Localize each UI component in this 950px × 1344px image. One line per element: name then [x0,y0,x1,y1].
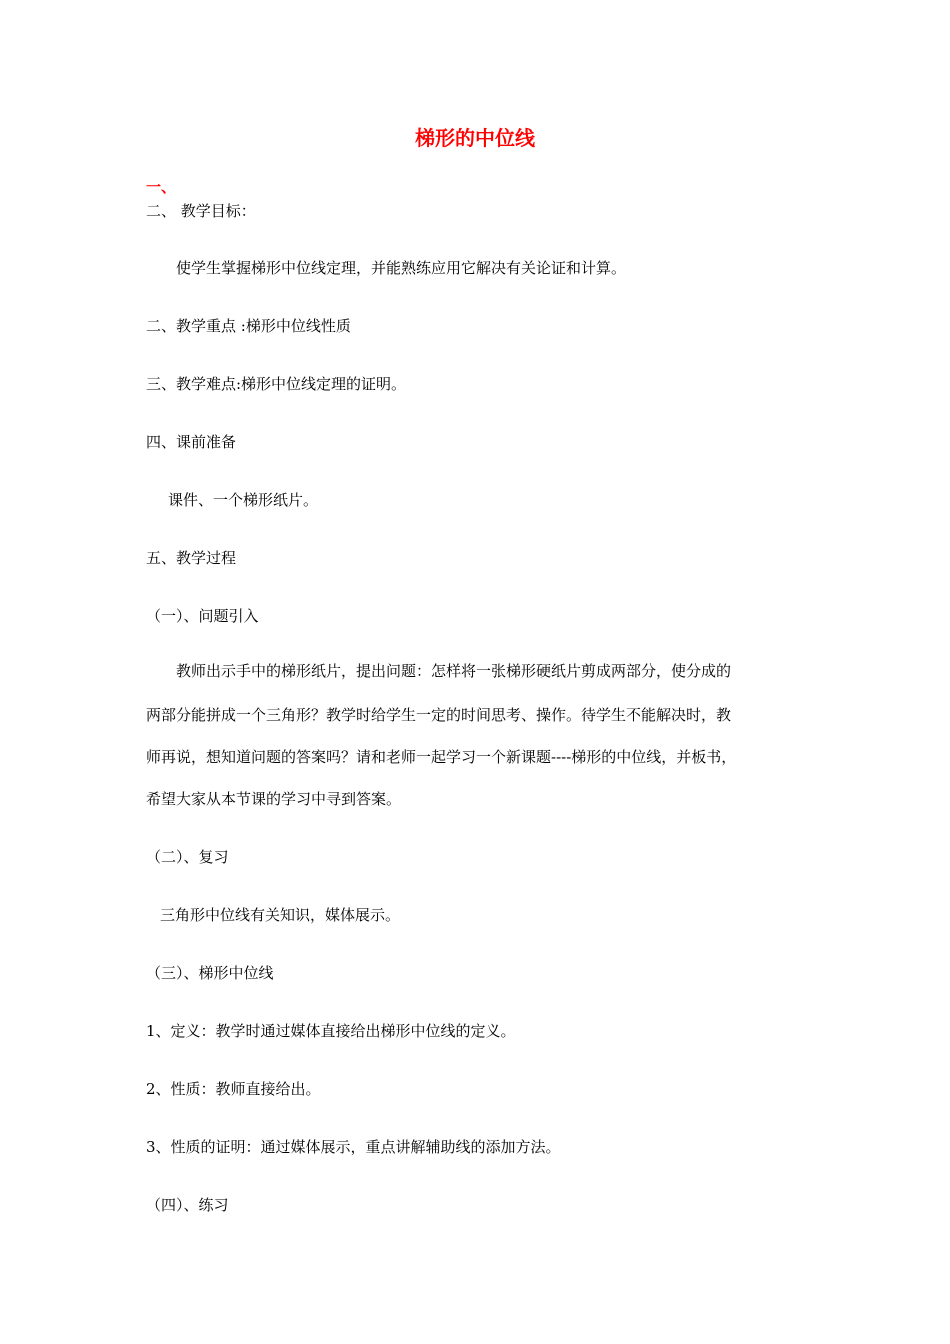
property-line: 2、性质：教师直接给出。 [146,1080,321,1098]
teaching-goals-text: 使学生掌握梯形中位线定理，并能熟练应用它解决有关论证和计算。 [176,259,627,277]
subsection-problem-intro: （一）、问题引入 [146,607,259,625]
problem-intro-paragraph-line-1: 教师出示手中的梯形纸片，提出问题：怎样将一张梯形硬纸片剪成两部分，使分成的 [176,662,732,680]
review-text: 三角形中位线有关知识，媒体展示。 [160,906,401,924]
subsection-trapezoid-median: （三）、梯形中位线 [146,964,274,982]
red-section-marker: 一、 [146,178,177,196]
preparation-heading: 四、课前准备 [146,433,237,451]
problem-intro-paragraph-line-2: 两部分能拼成一个三角形？教学时给学生一定的时间思考、操作。待学生不能解决时，教 [146,706,732,724]
property-proof-line: 3、性质的证明：通过媒体展示，重点讲解辅助线的添加方法。 [146,1138,561,1156]
document-title: 梯形的中位线 [415,126,535,150]
teaching-focus-line: 二、教学重点 :梯形中位线性质 [146,317,351,335]
problem-intro-paragraph-line-3: 师再说，想知道问题的答案吗？请和老师一起学习一个新课题----梯形的中位线，并板书， [146,748,737,766]
preparation-text: 课件、一个梯形纸片。 [168,491,319,509]
section-teaching-goals-heading: 二、 教学目标： [146,202,256,220]
teaching-difficulty-line: 三、教学难点:梯形中位线定理的证明。 [146,375,407,393]
subsection-review: （二）、复习 [146,848,229,866]
teaching-process-heading: 五、教学过程 [146,549,237,567]
definition-line: 1、定义：教学时通过媒体直接给出梯形中位线的定义。 [146,1022,516,1040]
subsection-practice: （四）、练习 [146,1196,229,1214]
problem-intro-paragraph-line-4: 希望大家从本节课的学习中寻到答案。 [146,790,402,808]
